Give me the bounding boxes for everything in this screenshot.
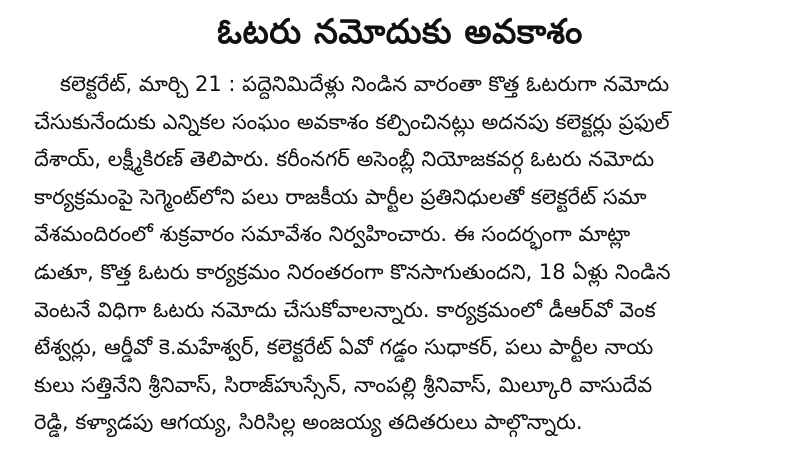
article-body-line: దేశాయ్, లక్ష్మీకిరణ్ తెలిపారు. కరీంనగర్ అసెంబ్లీ నియోజకవర్గ ఓటరు నమోదు	[34, 147, 655, 172]
article-body-line: చేసుకునేందుకు ఎన్నికల సంఘం అవకాశం కల్పించినట్లు అదనపు కలెక్టర్లు ప్రఫుల్	[34, 109, 670, 134]
article-body-line: రెడ్డి, కళ్యాడపు ఆగయ్య, సిరిసిల్ల అంజయ్య తదితరులు పాల్గొన్నారు.	[34, 410, 583, 435]
article-body-line: వేశమందిరంలో శుక్రవారం సమావేశం నిర్వహించారు. ఈ సందర్భంగా మాట్లా	[34, 222, 631, 247]
article-body-line: కార్యక్రమంపై సెగ్మెంట్‌లోని పలు రాజకీయ పార్టీల ప్రతినిధులతో కలెక్టరేట్ సమా	[34, 184, 647, 209]
article-body-line: కలెక్టరేట్, మార్చి 21 : పద్దెనిమిదేళ్లు నిండిన వారంతా కొత్త ఓటరుగా నమోదు	[60, 72, 670, 96]
article-body-line: కులు సత్తినేని శ్రీనివాస్, సిరాజ్‌హుస్సేన్, నాంపల్లి శ్రీనివాస్, మిల్కూరి వాసుదేవ	[34, 372, 653, 397]
article-body-line: డుతూ, కొత్త ఓటరు కార్యక్రమం నిరంతరంగా కొనసాగుతుందని, 18 ఏళ్లు నిండిన	[34, 259, 671, 284]
article-headline: ఓటరు నమోదుకు అవకాశం	[217, 12, 583, 52]
article-body-line: టేశ్వర్లు, ఆర్డీవో కె.మహేశ్వర్, కలెక్టరేట్ ఏవో గడ్డం సుధాకర్, పలు పార్టీల నాయ	[34, 335, 654, 360]
article-body	[34, 66, 766, 442]
article-body-line: వెంటనే విధిగా ఓటరు నమోదు చేసుకోవాలన్నారు. కార్యక్రమంలో డీఆర్‌వో వెంక	[34, 297, 656, 322]
